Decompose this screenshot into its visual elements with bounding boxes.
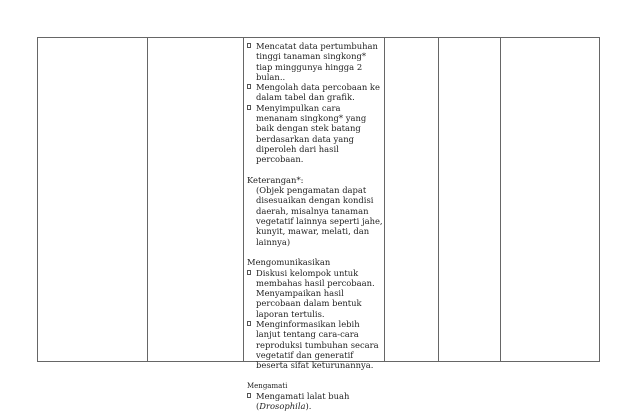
- list-item: [247, 103, 383, 165]
- species-name: Drosophila: [259, 401, 306, 412]
- note-text: (Objek pengamatan dapat disesuaikan dengan kondisi daerah, misalnya tanaman vegetatif lainnya seperti jahe, kunyit, mawar, melati, dan lainnya): [256, 185, 383, 247]
- table-column-border: [384, 37, 385, 362]
- list-item: [247, 268, 383, 289]
- paren-open: (: [256, 401, 260, 412]
- list-item-text: Mencatat data pertumbuhan tinggi tanaman singkong* tiap minggunya hingga 2 bulan..: [256, 41, 378, 82]
- checkbox-bullet-icon: [247, 105, 251, 110]
- list-item: [247, 82, 383, 103]
- list-item-text: Mengolah data percobaan ke dalam tabel dan grafik.: [256, 82, 380, 103]
- table-column-border: [438, 37, 439, 362]
- list-item: [247, 391, 383, 401]
- list-item-continuation: [247, 401, 383, 411]
- list-item: [247, 41, 383, 82]
- checkbox-bullet-icon: [247, 270, 251, 275]
- list-item-text: Menginformasikan lebih lanjut tentang cara-cara reproduksi tumbuhan secara vegetatif dan generatif beserta sifat keturunannya.: [256, 319, 379, 371]
- table-column-border: [500, 37, 501, 362]
- list-item-text: Menyimpulkan cara menanam singkong* yang baik dengan stek batang berdasarkan data yang diperoleh dari hasil percobaan.: [256, 102, 367, 165]
- list-item-continuation: Menyampaikan hasil percobaan dalam bentuk laporan tertulis.: [256, 288, 362, 319]
- note-heading: Keterangan*:: [247, 174, 304, 185]
- table-column-border: [243, 37, 244, 362]
- table-column-border: [599, 37, 600, 362]
- section-heading-observe: Mengamati: [247, 381, 288, 390]
- checkbox-bullet-icon: [247, 43, 251, 48]
- learning-activities-cell: [247, 41, 383, 412]
- checkbox-bullet-icon: [247, 393, 251, 398]
- paren-close: ).: [305, 401, 312, 412]
- table-column-border: [147, 37, 148, 362]
- list-item: [247, 319, 383, 370]
- list-item-text: Diskusi kelompok untuk membahas hasil percobaan.: [256, 267, 375, 288]
- checkbox-bullet-icon: [247, 84, 251, 89]
- checkbox-bullet-icon: [247, 321, 251, 326]
- list-item-text: Mengamati lalat buah: [256, 391, 350, 402]
- table-top-border: [37, 37, 600, 38]
- table-column-border: [37, 37, 38, 362]
- section-heading-communicate: Mengomunikasikan: [247, 257, 331, 268]
